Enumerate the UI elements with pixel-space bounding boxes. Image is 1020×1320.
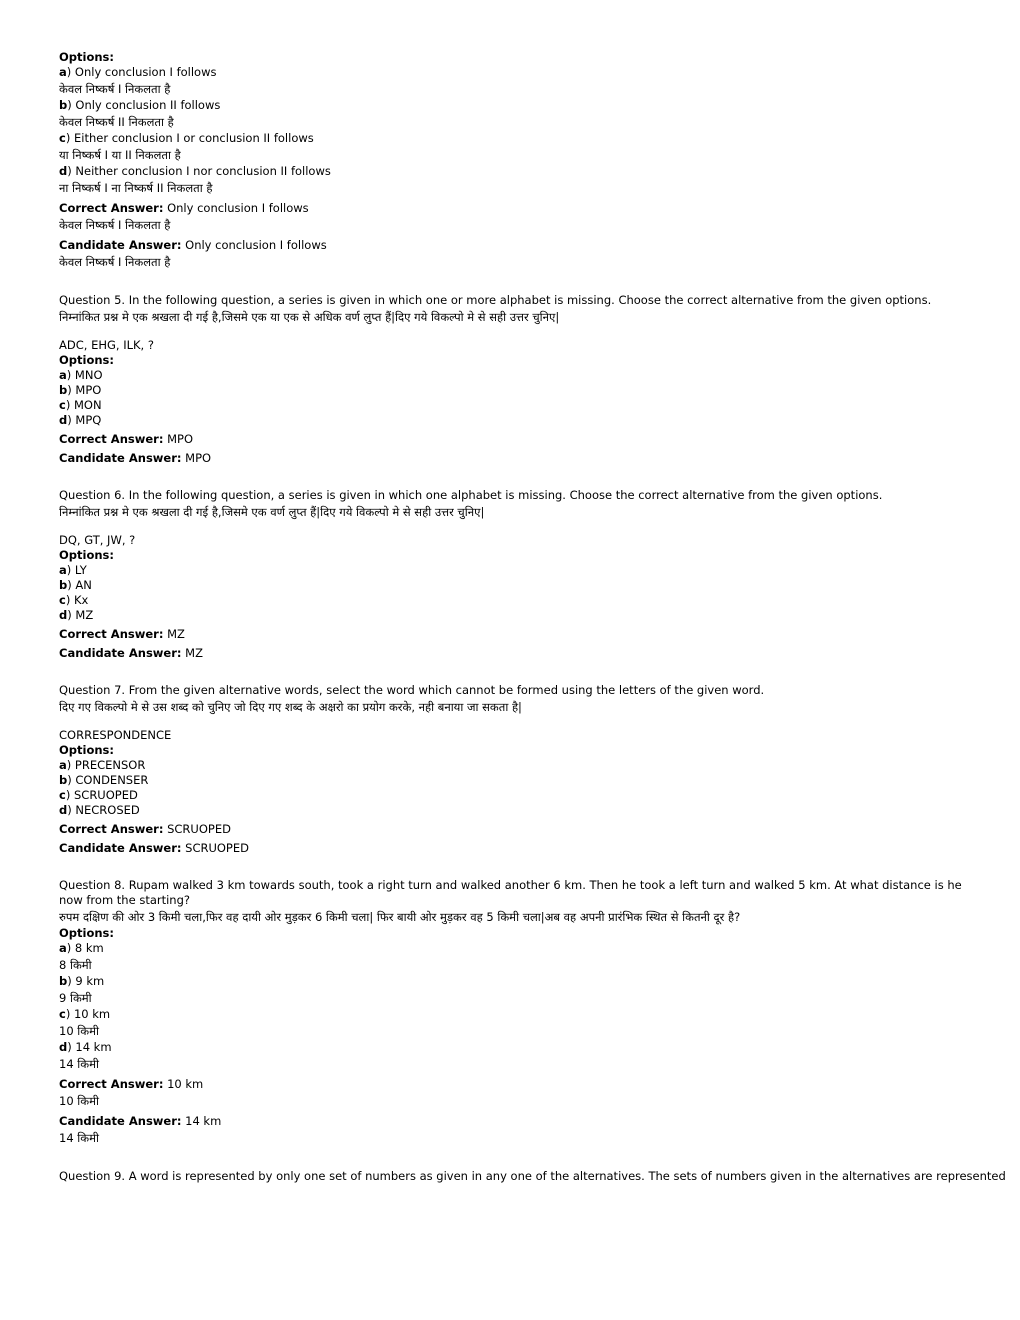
option-text: Either conclusion I or conclusion II follows xyxy=(73,131,314,145)
option-key: a xyxy=(59,941,67,955)
candidate-answer-value: MZ xyxy=(185,646,203,660)
correct-answer xyxy=(59,432,964,447)
question-5 xyxy=(59,293,964,466)
correct-answer-label: Correct Answer: xyxy=(59,1077,164,1091)
correct-answer xyxy=(59,1077,964,1092)
option-b: b) Only conclusion II follows xyxy=(59,98,221,112)
option-text: AN xyxy=(75,578,92,592)
question-text: Question 7. From the given alternative words, select the word which cannot be formed using the letters of the given word. xyxy=(59,683,765,697)
option-c: c) Either conclusion I or conclusion II follows xyxy=(59,131,314,145)
option-key: c xyxy=(59,398,66,412)
option-key: c xyxy=(59,1007,66,1021)
option-d: d) NECROSED xyxy=(59,803,140,817)
correct-answer-label: Correct Answer: xyxy=(59,627,164,641)
candidate-answer xyxy=(59,646,964,661)
option-key: d xyxy=(59,803,68,817)
question-6 xyxy=(59,488,964,661)
option-text: 14 km xyxy=(75,1040,112,1054)
option-key: d xyxy=(59,608,68,622)
option-a: a) 8 km xyxy=(59,941,104,955)
option-text: 8 km xyxy=(74,941,104,955)
candidate-answer xyxy=(59,238,964,253)
option-text: Kx xyxy=(73,593,89,607)
candidate-answer xyxy=(59,841,964,856)
correct-answer xyxy=(59,627,964,642)
question-text-hindi: दिए गए विकल्पो मे से उस शब्द को चुनिए जो दिए गए शब्द के अक्षरो का प्रयोग करके, नही बनाया जा सकता है| xyxy=(59,700,522,714)
question-9 xyxy=(59,1169,1006,1184)
option-text: NECROSED xyxy=(75,803,140,817)
option-key: a xyxy=(59,65,67,79)
option-text: Only conclusion II follows xyxy=(75,98,221,112)
candidate-answer-value: Only conclusion I follows xyxy=(185,238,327,252)
option-key: a xyxy=(59,758,67,772)
option-text: 9 km xyxy=(75,974,105,988)
question-text: Question 9. A word is represented by only one set of numbers as given in any one of the alternatives. The sets of numbers given in the alternatives are represented xyxy=(59,1169,1006,1183)
question-text: Question 8. Rupam walked 3 km towards south, took a right turn and walked another 6 km. Then he took a left turn and walked 5 km. At what distance is he now from the starting? xyxy=(59,878,962,907)
question-text-hindi: रुपम दक्षिण की ओर 3 किमी चला,फिर वह दायी ओर मुड़कर 6 किमी चला| फिर बायी ओर मुड़कर वह 5 किमी चला|अब वह अपनी प्रारंभिक स्थित से कितनी दूर है? xyxy=(59,910,741,924)
candidate-answer xyxy=(59,451,964,466)
candidate-answer-value: MPO xyxy=(185,451,212,465)
question-text: Question 6. In the following question, a series is given in which one alphabet is missing. Choose the correct alternative from the given options. xyxy=(59,488,883,502)
question-7 xyxy=(59,683,964,856)
candidate-answer-value: 14 km xyxy=(185,1114,222,1128)
option-text: 10 km xyxy=(73,1007,111,1021)
option-d: d) 14 km xyxy=(59,1040,112,1054)
option-key: d xyxy=(59,413,68,427)
option-text: CONDENSER xyxy=(75,773,149,787)
question-text: Question 5. In the following question, a series is given in which one or more alphabet is missing. Choose the correct alternative from the given options. xyxy=(59,293,932,307)
option-b: b) MPO xyxy=(59,383,102,397)
option-text: MNO xyxy=(74,368,103,382)
option-b-hindi: केवल निष्कर्ष II निकलता है xyxy=(59,115,174,129)
option-c: c) Kx xyxy=(59,593,89,607)
correct-answer-value: Only conclusion I follows xyxy=(167,201,309,215)
option-b: b) 9 km xyxy=(59,974,105,988)
correct-answer-hindi: केवल निष्कर्ष I निकलता है xyxy=(59,218,171,232)
option-d-hindi: 14 किमी xyxy=(59,1057,99,1071)
candidate-answer-value: SCRUOPED xyxy=(185,841,249,855)
option-text: PRECENSOR xyxy=(74,758,146,772)
option-key: b xyxy=(59,578,68,592)
option-key: b xyxy=(59,383,68,397)
option-d: d) MZ xyxy=(59,608,94,622)
question-text-hindi: निम्नांकित प्रश्न मे एक श्रखला दी गई है,जिसमे एक या एक से अधिक वर्ण लुप्त हैं|दिए गये विकल्पो मे से सही उत्तर चुनिए| xyxy=(59,310,560,324)
candidate-answer-label: Candidate Answer: xyxy=(59,238,182,252)
option-c: c) MON xyxy=(59,398,102,412)
option-d: d) MPQ xyxy=(59,413,102,427)
option-key: d xyxy=(59,164,68,178)
option-c: c) SCRUOPED xyxy=(59,788,138,802)
candidate-answer-label: Candidate Answer: xyxy=(59,1114,182,1128)
option-key: c xyxy=(59,593,66,607)
candidate-answer xyxy=(59,1114,964,1129)
option-text: SCRUOPED xyxy=(73,788,138,802)
correct-answer-label: Correct Answer: xyxy=(59,201,164,215)
option-text: MPO xyxy=(75,383,102,397)
option-d-hindi: ना निष्कर्ष I ना निष्कर्ष II निकलता है xyxy=(59,181,213,195)
option-text: Only conclusion I follows xyxy=(74,65,217,79)
candidate-answer-label: Candidate Answer: xyxy=(59,841,182,855)
option-key: a xyxy=(59,368,67,382)
option-text: MPQ xyxy=(75,413,102,427)
option-c: c) 10 km xyxy=(59,1007,111,1021)
option-key: c xyxy=(59,788,66,802)
question-word: CORRESPONDENCE xyxy=(59,728,172,742)
candidate-answer-label: Candidate Answer: xyxy=(59,646,182,660)
option-key: c xyxy=(59,131,66,145)
correct-answer xyxy=(59,201,964,216)
question-4-tail xyxy=(59,50,964,271)
question-series: ADC, EHG, ILK, ? xyxy=(59,338,154,352)
candidate-answer-label: Candidate Answer: xyxy=(59,451,182,465)
correct-answer-value: MPO xyxy=(167,432,194,446)
question-8 xyxy=(59,878,964,1147)
options-label: Options: xyxy=(59,743,114,757)
correct-answer xyxy=(59,822,964,837)
option-key: d xyxy=(59,1040,68,1054)
option-key: b xyxy=(59,773,68,787)
options-label: Options: xyxy=(59,548,114,562)
question-series: DQ, GT, JW, ? xyxy=(59,533,136,547)
option-b-hindi: 9 किमी xyxy=(59,991,92,1005)
option-text: LY xyxy=(74,563,87,577)
option-text: MON xyxy=(73,398,102,412)
option-c-hindi: या निष्कर्ष I या II निकलता है xyxy=(59,148,181,162)
document-page xyxy=(59,50,1006,1184)
correct-answer-label: Correct Answer: xyxy=(59,432,164,446)
correct-answer-hindi: 10 किमी xyxy=(59,1094,99,1108)
option-d: d) Neither conclusion I nor conclusion II follows xyxy=(59,164,331,178)
option-a-hindi: केवल निष्कर्ष I निकलता है xyxy=(59,82,171,96)
candidate-answer-hindi: केवल निष्कर्ष I निकलता है xyxy=(59,255,171,269)
option-key: b xyxy=(59,98,68,112)
option-a: a) MNO xyxy=(59,368,103,382)
question-text-hindi: निम्नांकित प्रश्न मे एक श्रखला दी गई है,जिसमे एक वर्ण लुप्त हैं|दिए गये विकल्पो मे से सही उत्तर चुनिए| xyxy=(59,505,485,519)
option-b: b) AN xyxy=(59,578,92,592)
correct-answer-value: 10 km xyxy=(167,1077,204,1091)
option-a: a) Only conclusion I follows xyxy=(59,65,217,79)
option-text: MZ xyxy=(75,608,94,622)
candidate-answer-hindi: 14 किमी xyxy=(59,1131,99,1145)
option-a: a) PRECENSOR xyxy=(59,758,146,772)
correct-answer-value: MZ xyxy=(167,627,185,641)
correct-answer-label: Correct Answer: xyxy=(59,822,164,836)
options-label: Options: xyxy=(59,353,114,367)
option-key: b xyxy=(59,974,68,988)
option-a-hindi: 8 किमी xyxy=(59,958,92,972)
option-text: Neither conclusion I nor conclusion II follows xyxy=(75,164,331,178)
option-c-hindi: 10 किमी xyxy=(59,1024,99,1038)
option-a: a) LY xyxy=(59,563,87,577)
option-key: a xyxy=(59,563,67,577)
options-label: Options: xyxy=(59,50,114,64)
options-label: Options: xyxy=(59,926,114,940)
option-b: b) CONDENSER xyxy=(59,773,149,787)
correct-answer-value: SCRUOPED xyxy=(167,822,231,836)
